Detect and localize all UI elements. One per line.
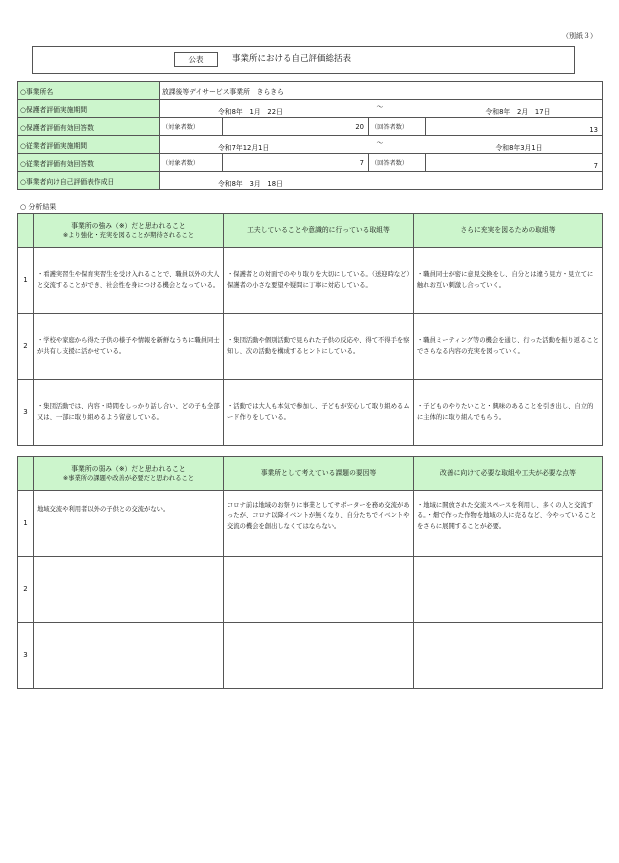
cause-cell — [224, 623, 414, 689]
effort-cell: ・活動では大人も本気で参加し、子どもが安心して取り組めるムード作りをしている。 — [224, 380, 414, 446]
weakness-row — [18, 623, 603, 689]
guardian-period-sep: ～ — [369, 100, 426, 118]
weakness-cell — [34, 557, 224, 623]
row-number: 2 — [18, 557, 34, 623]
guardian-respondent-count: 13 — [426, 118, 603, 136]
improvement-cell — [414, 557, 603, 623]
staff-respondent-count: 7 — [426, 154, 603, 172]
weaknesses-col3-header: 改善に向けて必要な取組や工夫が必要な点等 — [414, 457, 603, 491]
staff-period-label: ○従業者評価実施期間 — [18, 136, 160, 154]
staff-period-end: 令和8年3月1日 — [426, 136, 603, 154]
weakness-cell: 地域交流や利用者以外の子供との交流がない。 — [34, 491, 224, 557]
office-name-value: 放課後等デイサービス事業所 きらきら — [160, 82, 603, 100]
guardian-period-end: 令和8年 2月 17日 — [426, 100, 603, 118]
strengths-corner — [18, 214, 34, 248]
cause-cell: コロナ前は地域のお祭りに事業としてサポーターを務め交流があったが、コロナ以降イベントが無くなり、自分たちでイベントや交流の機会を創出しなくてはならない。 — [224, 491, 414, 557]
row-number: 1 — [18, 248, 34, 314]
strength-cell: ・学校や家庭から得た子供の様子や情報を新鮮なうちに職員同士が共有し支援に活かせている。 — [34, 314, 224, 380]
public-badge: 公表 — [174, 52, 218, 67]
info-table — [17, 81, 603, 190]
strength-row — [18, 314, 603, 380]
strength-cell: ・看護実習生や保育実習生を受け入れることで、職員以外の大人と交流することができ、社会性を身につける機会となっている。 — [34, 248, 224, 314]
guardian-period-start: 令和8年 1月 22日 — [160, 100, 369, 118]
strength-row — [18, 380, 603, 446]
improvement-cell — [414, 623, 603, 689]
row-number: 3 — [18, 623, 34, 689]
enhancement-cell: ・職員ミーティング等の機会を通じ、行った活動を振り返ることでさらなる内容の充実を図っていく。 — [414, 314, 603, 380]
strengths-col3-header: さらに充実を図るための取組等 — [414, 214, 603, 248]
annex-label: （別紙３） — [562, 32, 597, 40]
weaknesses-corner — [18, 457, 34, 491]
weaknesses-col2-header: 事業所として考えている課題の要因等 — [224, 457, 414, 491]
weakness-cell — [34, 623, 224, 689]
staff-period-sep: ～ — [369, 136, 426, 154]
staff-target-count: 7 — [223, 154, 369, 172]
weaknesses-col1-title: 事業所の弱み（※）だと思われること — [71, 464, 186, 473]
created-date-label: ○事業者向け自己評価表作成日 — [18, 172, 160, 190]
guardian-count-label: ○保護者評価有効回答数 — [18, 118, 160, 136]
staff-period-start: 令和7年12月1日 — [160, 136, 369, 154]
guardian-period-label: ○保護者評価実施期間 — [18, 100, 160, 118]
staff-respondent-label: （回答者数） — [369, 154, 426, 172]
row-number: 3 — [18, 380, 34, 446]
strength-cell: ・集団活動では、内容・時間をしっかり話し合い、どの子も全部又は、一部に取り組めるよう留意している。 — [34, 380, 224, 446]
guardian-target-count: 20 — [223, 118, 369, 136]
strengths-col1-header — [34, 214, 224, 248]
staff-target-label: （対象者数） — [160, 154, 223, 172]
created-date-value: 令和8年 3月 18日 — [160, 172, 603, 190]
office-name-label: ○事業所名 — [18, 82, 160, 100]
row-number: 1 — [18, 491, 34, 557]
guardian-target-label: （対象者数） — [160, 118, 223, 136]
strengths-col1-title: 事業所の強み（※）だと思われること — [71, 221, 186, 230]
analysis-label: ○ 分析結果 — [20, 203, 57, 211]
weaknesses-table — [17, 456, 603, 689]
weaknesses-col1-note: ※事業所の課題や改善が必要だと思われること — [62, 474, 195, 482]
cause-cell — [224, 557, 414, 623]
strengths-table — [17, 213, 603, 446]
document-title: 事業所における自己評価総括表 — [232, 54, 352, 64]
weaknesses-col1-header — [34, 457, 224, 491]
improvement-cell: ・地域に開放された交流スペースを利用し、多くの人と交流する。・畑で作った作物を地域の人に売るなど、今やっていることをさらに展開することが必要。 — [414, 491, 603, 557]
weakness-row — [18, 557, 603, 623]
strengths-col2-header: 工夫していることや意識的に行っている取組等 — [224, 214, 414, 248]
staff-count-label: ○従業者評価有効回答数 — [18, 154, 160, 172]
enhancement-cell: ・職員同士が密に意見交換をし、自分とは違う見方・見立てに触れお互い刺激し合っていく。 — [414, 248, 603, 314]
guardian-respondent-label: （回答者数） — [369, 118, 426, 136]
effort-cell: ・保護者との対面でのやり取りを大切にしている。（送迎時など）保護者の小さな要望や疑問に丁寧に対応している。 — [224, 248, 414, 314]
weakness-row — [18, 491, 603, 557]
strength-row — [18, 248, 603, 314]
row-number: 2 — [18, 314, 34, 380]
strengths-col1-note: ※より強化・充実を図ることが期待されること — [62, 231, 195, 239]
effort-cell: ・集団活動や個別活動で見られた子供の反応や、得て不得手を察知し、次の活動を構成するヒントにしている。 — [224, 314, 414, 380]
enhancement-cell: ・子どものやりたいこと・興味のあることを引き出し、自立的に主体的に取り組んでもらう。 — [414, 380, 603, 446]
